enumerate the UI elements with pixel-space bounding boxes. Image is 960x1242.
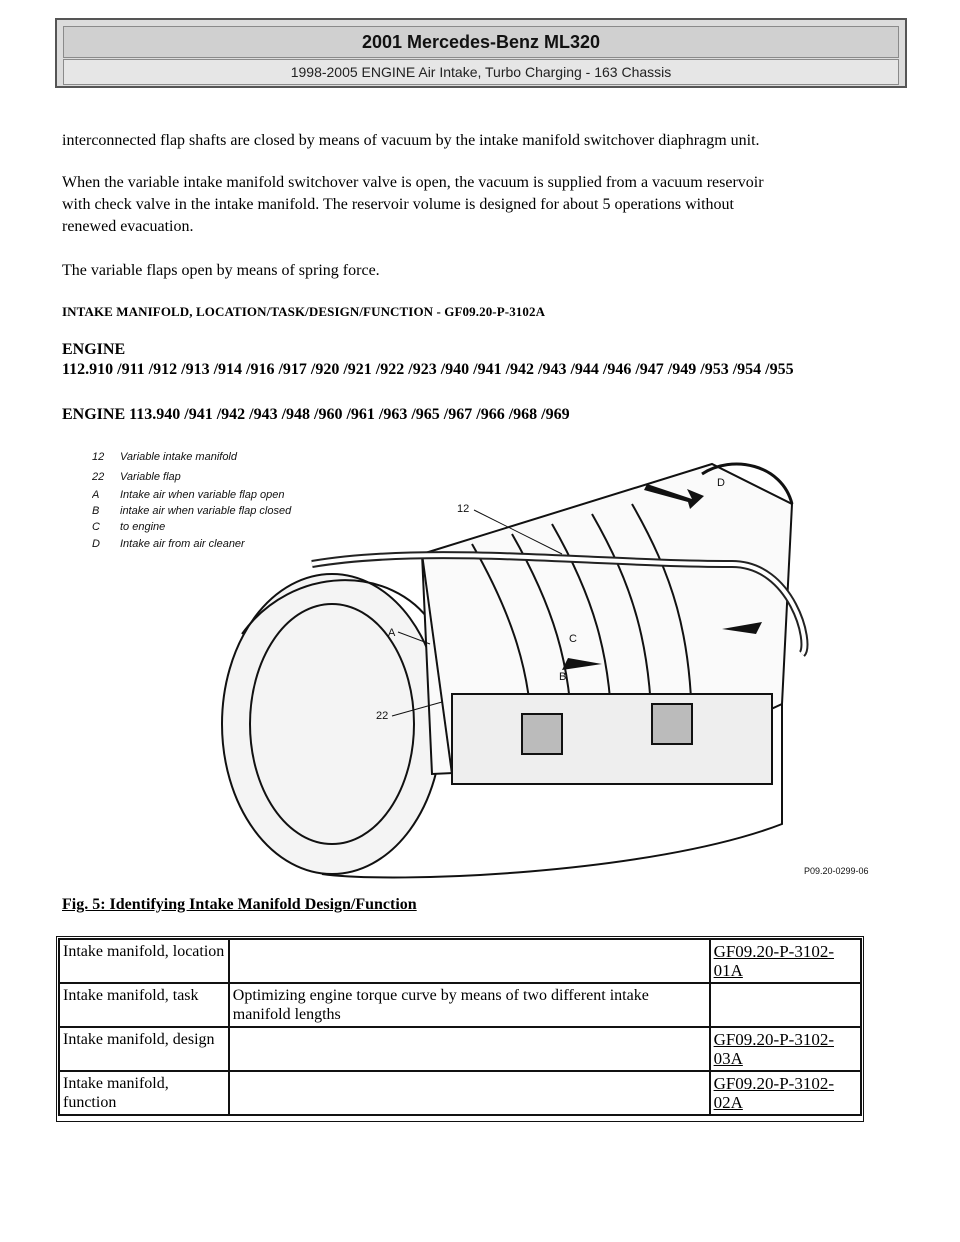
legend-label: Intake air from air cleaner <box>120 538 245 550</box>
row-reference-link[interactable]: GF09.20-P-3102-01A <box>710 939 861 983</box>
page-header <box>55 18 907 88</box>
table-row <box>59 983 861 1027</box>
legend-key: A <box>92 489 100 501</box>
paragraph-spring-force: The variable flaps open by means of spring force. <box>62 262 380 279</box>
row-description <box>229 1027 710 1071</box>
legend-label: Intake air when variable flap open <box>120 489 285 501</box>
callout-12: 12 <box>457 503 470 515</box>
vehicle-title: 2001 Mercedes-Benz ML320 <box>63 26 899 58</box>
paragraph-line: with check valve in the intake manifold. The reservoir volume is designed for about 5 operations without <box>62 196 734 213</box>
engine-list-112 <box>62 340 910 380</box>
engine-label: ENGINE <box>62 341 126 358</box>
table-row <box>59 1071 861 1115</box>
row-reference-link[interactable] <box>710 983 861 1027</box>
legend-key: 22 <box>92 471 105 483</box>
legend-key: D <box>92 538 100 550</box>
callout-a: A <box>388 627 396 639</box>
engine-numbers: 112.910 /911 /912 /913 /914 /916 /917 /920 /921 /922 /923 /940 /941 /942 /943 /944 /946 /947 /949 /953 /954 /955 <box>62 361 794 378</box>
callout-c: C <box>569 633 577 645</box>
legend-label: intake air when variable flap closed <box>120 505 292 517</box>
row-description: Optimizing engine torque curve by means of two different intake manifold lengths <box>229 983 710 1027</box>
callout-22: 22 <box>376 710 389 722</box>
row-label: Intake manifold, design <box>59 1027 229 1071</box>
paragraph-line: renewed evacuation. <box>62 218 194 235</box>
row-reference-link[interactable]: GF09.20-P-3102-03A <box>710 1027 861 1071</box>
manifold-drawing <box>222 464 804 877</box>
intake-manifold-table <box>58 938 862 1116</box>
legend-key: C <box>92 521 100 533</box>
paragraph-switchover-valve <box>62 172 764 238</box>
callout-b: B <box>559 671 567 683</box>
section-subtitle: 1998-2005 ENGINE Air Intake, Turbo Charging - 163 Chassis <box>63 59 899 85</box>
legend-key: B <box>92 505 100 517</box>
paragraph-line: When the variable intake manifold switchover valve is open, the vacuum is supplied from a vacuum reservoir <box>62 174 764 191</box>
row-description <box>229 1071 710 1115</box>
legend-key: 12 <box>92 451 105 463</box>
paragraph-flap-shafts: interconnected flap shafts are closed by means of vacuum by the intake manifold switchover diaphragm unit. <box>62 132 760 149</box>
table-row <box>59 1027 861 1071</box>
figure-code: P09.20-0299-06 <box>804 866 869 876</box>
intake-manifold-diagram <box>92 444 882 884</box>
legend-label: Variable intake manifold <box>120 451 237 463</box>
row-description <box>229 939 710 983</box>
row-label: Intake manifold, location <box>59 939 229 983</box>
legend-label: to engine <box>120 521 166 533</box>
figure-caption: Fig. 5: Identifying Intake Manifold Design/Function <box>62 896 417 913</box>
row-label: Intake manifold, task <box>59 983 229 1027</box>
engine-list-113: ENGINE 113.940 /941 /942 /943 /948 /960 /961 /963 /965 /967 /966 /968 /969 <box>62 406 570 423</box>
row-reference-link[interactable]: GF09.20-P-3102-02A <box>710 1071 861 1115</box>
callout-d: D <box>717 477 725 489</box>
section-heading: INTAKE MANIFOLD, LOCATION/TASK/DESIGN/FUNCTION - GF09.20-P-3102A <box>62 304 546 319</box>
legend-label: Variable flap <box>120 471 181 483</box>
table-row <box>59 939 861 983</box>
row-label: Intake manifold, function <box>59 1071 229 1115</box>
